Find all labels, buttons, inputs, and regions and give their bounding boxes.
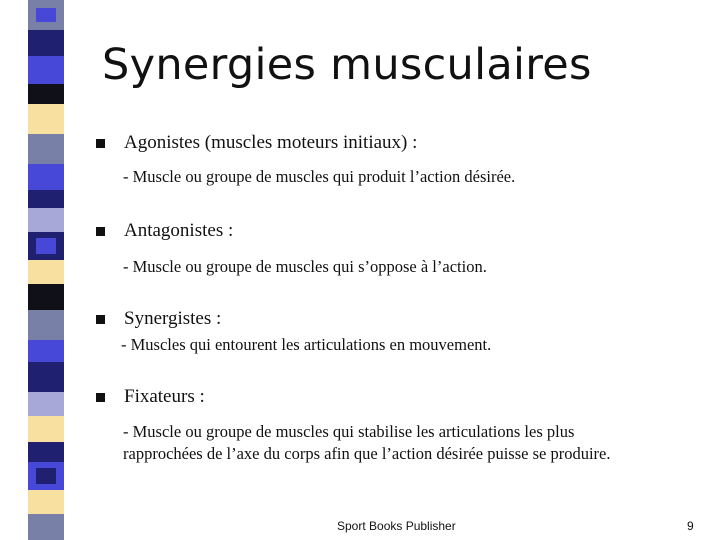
section-heading-agonistes: Agonistes (muscles moteurs initiaux) :: [124, 132, 418, 153]
section-line: rapprochées de l’axe du corps afin que l’action désirée puisse se produire.: [123, 444, 611, 463]
section-line: - Muscles qui entourent les articulations en mouvement.: [121, 335, 492, 354]
section-heading-antagonistes: Antagonistes :: [124, 220, 234, 241]
bullet-square-icon: [96, 227, 105, 236]
decorative-stripe: [28, 0, 64, 540]
section-line: - Muscle ou groupe de muscles qui produit l’action désirée.: [123, 167, 516, 186]
section-line: - Muscle ou groupe de muscles qui s’oppose à l’action.: [123, 257, 487, 276]
section-heading-fixateurs: Fixateurs :: [124, 386, 205, 407]
bullet-square-icon: [96, 139, 105, 148]
page-number: 9: [687, 519, 694, 533]
bullet-square-icon: [96, 315, 105, 324]
footer-publisher: Sport Books Publisher: [337, 519, 456, 533]
section-line: - Muscle ou groupe de muscles qui stabilise les articulations les plus: [123, 422, 575, 441]
bullet-square-icon: [96, 393, 105, 402]
section-heading-synergistes: Synergistes :: [124, 308, 222, 329]
slide-title: Synergies musculaires: [102, 40, 592, 90]
